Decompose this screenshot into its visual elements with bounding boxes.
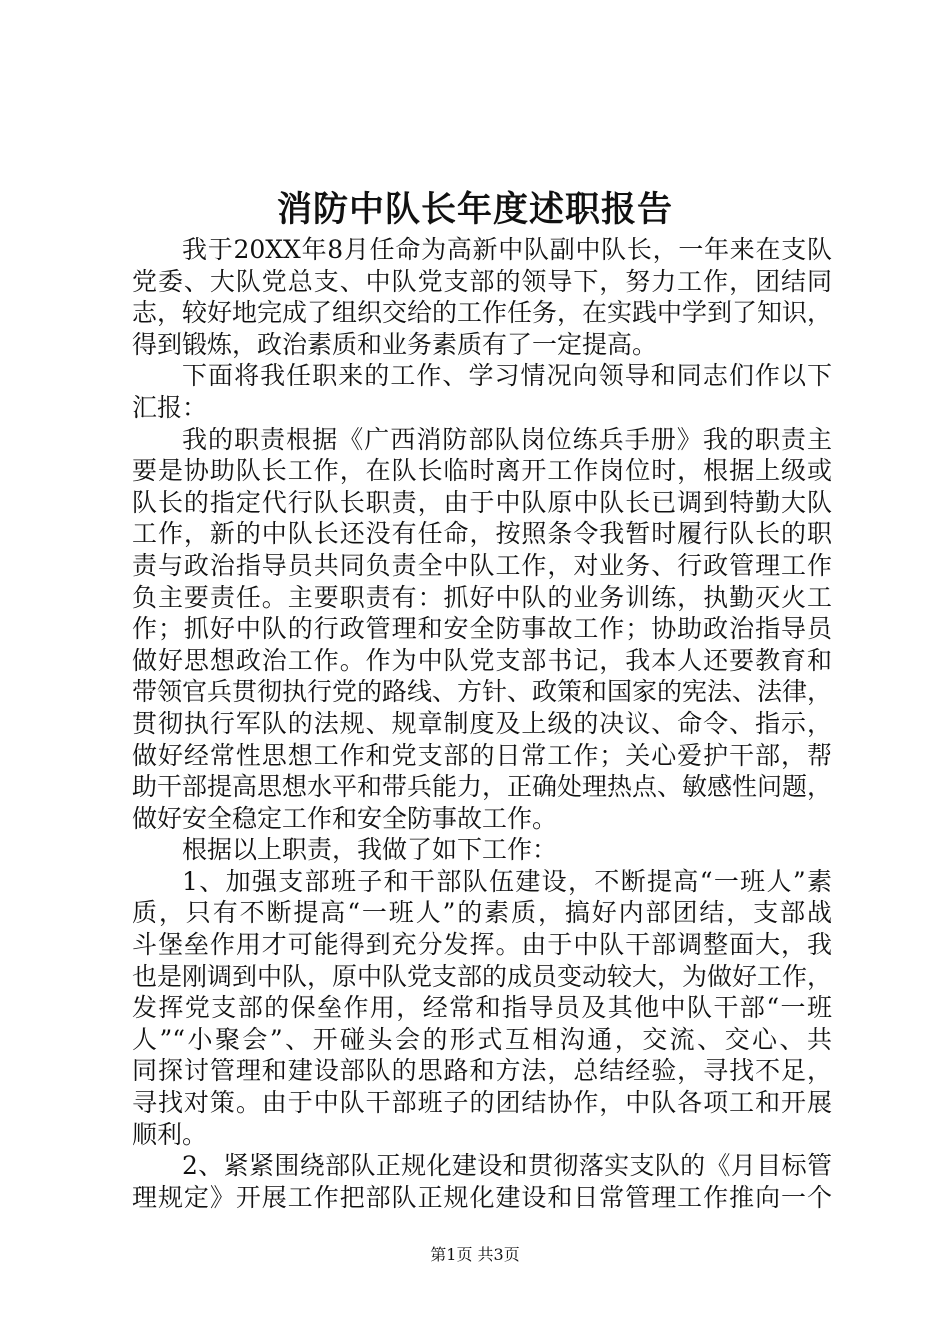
- paragraph-line: 做好思想政治工作。作为中队党支部书记，我本人还要教育和: [132, 645, 832, 675]
- paragraph-line: 人”“小聚会”、开碰头会的形式互相沟通，交流、交心、共: [132, 1024, 832, 1054]
- paragraph-line: 同探讨管理和建设部队的思路和方法，总结经验，寻找不足，: [132, 1056, 832, 1086]
- paragraph-line: 下面将我任职来的工作、学习情况向领导和同志们作以下: [182, 361, 832, 391]
- paragraph-line: 根据以上职责，我做了如下工作：: [182, 835, 558, 865]
- paragraph-line: 要是协助队长工作，在队长临时离开工作岗位时，根据上级或: [132, 456, 832, 486]
- paragraph-line: 作；抓好中队的行政管理和安全防事故工作；协助政治指导员: [132, 614, 832, 644]
- paragraph-line: 2、紧紧围绕部队正规化建设和贯彻落实支队的《月目标管: [182, 1151, 832, 1181]
- paragraph-line: 做好安全稳定工作和安全防事故工作。: [132, 803, 558, 833]
- paragraph-line: 队长的指定代行队长职责，由于中队原中队长已调到特勤大队: [132, 487, 832, 517]
- paragraph-line: 贯彻执行军队的法规、规章制度及上级的决议、命令、指示，: [132, 708, 832, 738]
- paragraph-line: 党委、大队党总支、中队党支部的领导下，努力工作，团结同: [132, 266, 832, 296]
- paragraph-line: 发挥党支部的保垒作用，经常和指导员及其他中队干部“一班: [132, 993, 832, 1023]
- document-title: 消防中队长年度述职报告: [276, 189, 673, 230]
- paragraph-line: 理规定》开展工作把部队正规化建设和日常管理工作推向一个: [132, 1182, 832, 1212]
- paragraph-line: 志，较好地完成了组织交给的工作任务，在实践中学到了知识，: [132, 298, 833, 328]
- paragraph-line: 顺利。: [132, 1119, 208, 1149]
- paragraph-line: 助干部提高思想水平和带兵能力，正确处理热点、敏感性问题，: [132, 772, 833, 802]
- paragraph-line: 斗堡垒作用才可能得到充分发挥。由于中队干部调整面大，我: [132, 930, 832, 960]
- paragraph-line: 带领官兵贯彻执行党的路线、方针、政策和国家的宪法、法律，: [132, 677, 833, 707]
- paragraph-line: 责与政治指导员共同负责全中队工作，对业务、行政管理工作: [132, 550, 832, 580]
- document-body: [132, 234, 832, 1213]
- paragraph-line: 也是刚调到中队，原中队党支部的成员变动较大，为做好工作，: [132, 961, 833, 991]
- page-footer: 第1页 共3页: [430, 1245, 520, 1264]
- paragraph-line: 我的职责根据《广西消防部队岗位练兵手册》我的职责主: [182, 424, 832, 454]
- paragraph-line: 得到锻炼，政治素质和业务素质有了一定提高。: [132, 329, 658, 359]
- paragraph-line: 工作，新的中队长还没有任命，按照条令我暂时履行队长的职: [132, 519, 832, 549]
- paragraph-line: 做好经常性思想工作和党支部的日常工作；关心爱护干部，帮: [132, 740, 832, 770]
- paragraph-line: 汇报：: [132, 392, 208, 422]
- paragraph-line: 负主要责任。主要职责有：抓好中队的业务训练，执勤灭火工: [132, 582, 832, 612]
- paragraph-line: 寻找对策。由于中队干部班子的团结协作，中队各项工和开展: [132, 1088, 832, 1118]
- paragraph-line: 我于20XX年8月任命为高新中队副中队长，一年来在支队: [182, 235, 832, 264]
- paragraph-line: 质，只有不断提高“一班人”的素质，搞好内部团结，支部战: [132, 898, 832, 928]
- paragraph-line: 1、加强支部班子和干部队伍建设，不断提高“一班人”素: [182, 866, 832, 896]
